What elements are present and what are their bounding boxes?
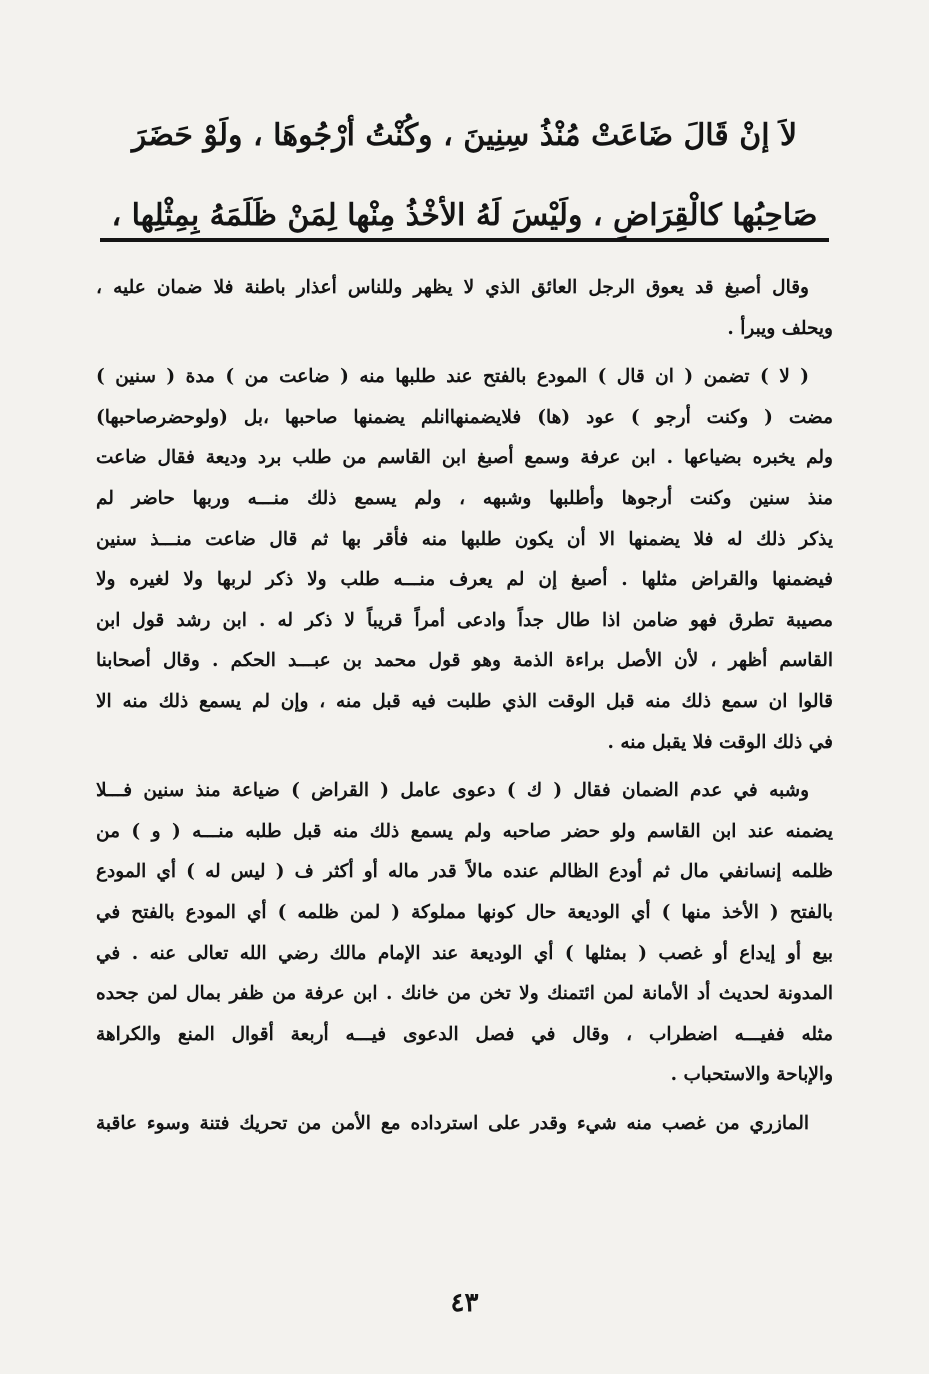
paragraph-2 — [96, 357, 833, 763]
paragraph-1 — [96, 268, 833, 349]
text-line: ولم يخبره بضياعها . ابن عرفة وسمع أصبغ ابن القاسم من طلب برد وديعة فقال ضاعت — [96, 447, 833, 469]
text-line: في ذلك الوقت فلا يقبل منه . — [607, 731, 833, 753]
paragraph-3 — [96, 771, 833, 1096]
text-line: وقال أصبغ قد يعوق الرجل العائق الذي لا يظهر وللناس أعذار باطنة فلا ضمان عليه ، — [96, 277, 809, 298]
paragraph-4 — [96, 1104, 833, 1145]
text-line: منذ سنين وكنت أرجوها وأطلبها وشبهه ، ولم يسمع ذلك منـــه وربها حاضر لم — [96, 487, 833, 509]
text-line: المازري من غصب منه شيء وقدر على استرداده مع الأمن من تحريك فتنة وسوء عاقبة — [96, 1112, 809, 1134]
page-number: ٤٣ — [450, 1288, 479, 1318]
text-line: ( لا ) تضمن ( ان قال ) المودع بالفتح عند طلبها منه ( ضاعت من ) مدة ( سنين ) — [96, 366, 809, 388]
text-line: بيع أو إيداع أو غصب ( بمثلها ) أي الوديعة عند الإمام مالك رضي الله تعالى عنه . في — [96, 942, 833, 964]
separator-rule — [100, 238, 829, 242]
text-line: القاسم أظهر ، لأن الأصل براءة الذمة وهو قول محمد بن عبـــد الحكم . وقال أصحابنا — [96, 650, 833, 672]
text-line: المدونة لحديث أد الأمانة لمن ائتمنك ولا تخن من خانك . ابن عرفة من ظفر بمال لمن جحده — [96, 983, 833, 1005]
text-line: بالفتح ( الأخذ منها ) أي الوديعة حال كونها مملوكة ( لمن ظلمه ) أي المودع بالفتح في — [96, 901, 833, 923]
verse-line-1: لاَ إنْ قَالَ ضَاعَتْ مُنْذُ سِنِينَ ، وكُنْتُ أرْجُوهَا ، ولَوْ حَضَرَ — [131, 118, 798, 153]
text-line: قالوا ان سمع ذلك منه قبل الوقت الذي طلبت فيه قبل منه ، وإن لم يسمع ذلك منه الا — [96, 690, 833, 712]
text-line: يضمنه عند ابن القاسم ولو حضر صاحبه ولم يسمع ذلك منه قبل طلبه منـــه ( و ) من — [96, 820, 833, 842]
verse-block — [110, 96, 819, 256]
text-line: مثله ففيـــه اضطراب ، وقال في فصل الدعوى فيـــه أربعة أقوال المنع والكراهة — [96, 1023, 833, 1045]
text-line: والإباحة والاستحباب . — [670, 1064, 833, 1086]
text-line: مصيبة تطرق فهو ضامن اذا طال جداً وادعى أمراً قريباً لا ذكر له . ابن رشد قول ابن — [96, 609, 833, 631]
text-line: ظلمه إنسانفي مال ثم أودع الظالم عنده مالاً قدر ماله أو أكثر ف ( ليس له ) أي المودع — [96, 861, 833, 883]
text-line: يذكر ذلك له فلا يضمنها الا أن يكون طلبها منه فأقر بها ثم قال ضاعت منـــذ سنين — [96, 528, 833, 550]
text-line: مضت ( وكنت أرجو ) عود (ها) فلايضمنهاانلم يضمنها صاحبها ،بل (ولوحضرصاحبها) — [96, 406, 833, 428]
text-line: وشبه في عدم الضمان فقال ( ك ) دعوى عامل ( القراض ) ضياعة منذ سنين فـــلا — [96, 780, 809, 802]
text-line: ويحلف ويبرأ . — [727, 317, 833, 339]
commentary-body — [96, 268, 833, 1152]
verse-line-2: صَاحِبُها كالْقِرَاضِ ، ولَيْسَ لَهُ الأخْذُ مِنْها لِمَنْ ظَلَمَهُ بِمِثْلِها ، — [111, 198, 818, 233]
text-line: فيضمنها والقراض مثلها . أصبغ إن لم يعرف منـــه طلب ولا ذكر لربها ولا لغيره ولا — [96, 569, 833, 591]
